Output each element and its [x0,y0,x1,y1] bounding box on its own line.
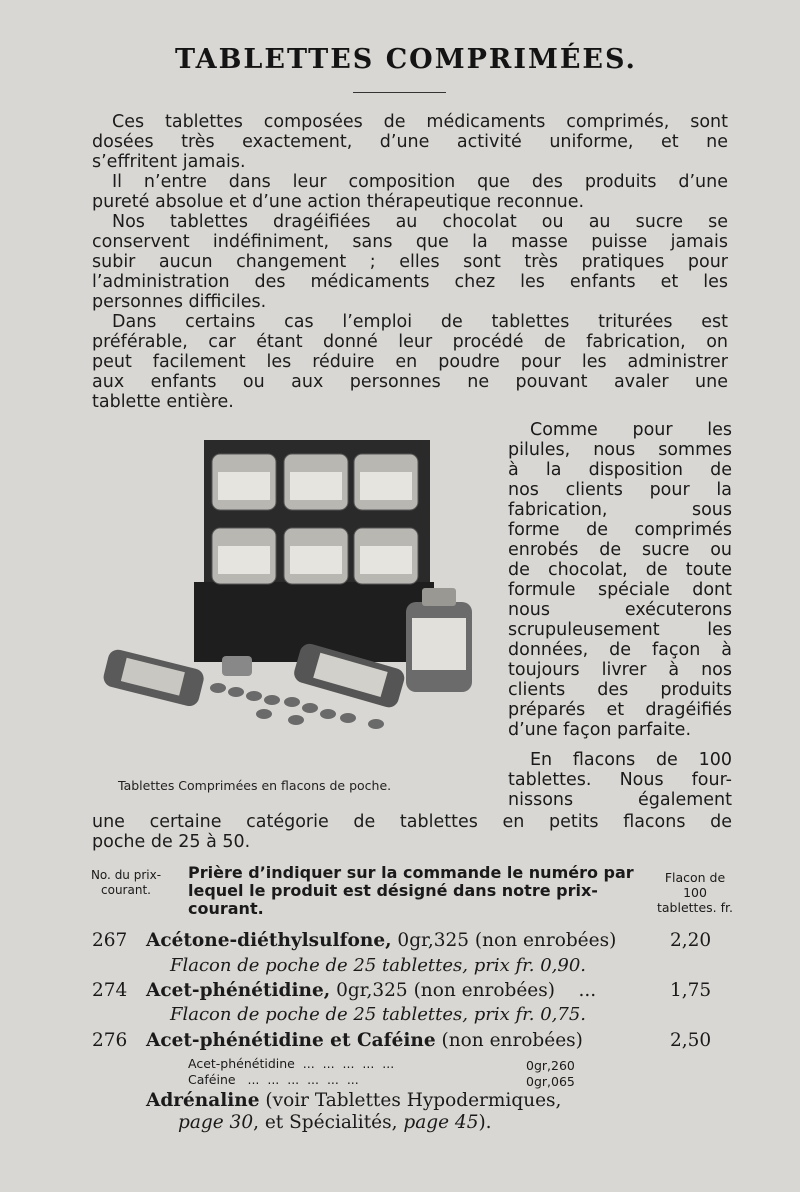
right-line: nous exécuterons [508,600,732,620]
right-line: d’une façon parfaite. [508,720,692,740]
intro-line: Dans certains cas l’emploi de tablettes triturées est [112,312,728,332]
product-row [92,930,732,954]
right-column-text [508,420,732,810]
right-line: nissons également [508,790,732,810]
adrenaline-entry: Adrénaline (voir Tablettes Hypodermiques, page 30, et Spécialités, page 45). [146,1090,562,1133]
right-line: forme de comprimés [508,520,732,540]
right-line: formule spéciale dont [508,580,732,600]
right-line: clients des produits [508,680,732,700]
product-name: Acet-phénétidine, 0gr,325 (non enrobées) ... [146,980,597,1001]
right-line: scrupuleusement les [508,620,732,640]
intro-line: Ces tablettes composées de médicaments comprimés, sont [112,112,728,132]
photo-caption: Tablettes Comprimées en flacons de poche. [118,778,392,793]
adrenaline-text: (voir Tablettes Hypodermiques, [259,1090,562,1111]
product-name: Acétone-diéthylsulfone, 0gr,325 (non enrobées) [146,930,617,951]
bottom-line: une certaine catégorie de tablettes en petits flacons de [92,812,732,832]
intro-line: subir aucun changement ; elles sont très pratiques pour [92,252,728,272]
product-price: 2,20 [670,930,712,951]
product-name: Acet-phénétidine et Caféine (non enrobées) [146,1030,583,1051]
right-line: préparés et dragéifiés [508,700,732,720]
right-line: enrobés de sucre ou [508,540,732,560]
intro-line: préférable, car étant donné leur procédé de fabrication, on [92,332,728,352]
intro-line: Nos tablettes dragéifiées au chocolat ou au sucre se [112,212,728,232]
intro-line: tablette entière. [92,392,234,412]
tablet-bottles-photo [96,432,488,744]
page-reference: page 45 [403,1112,479,1133]
product-number: 274 [92,980,128,1001]
adrenaline-name: Adrénaline [146,1090,260,1111]
product-note: Flacon de poche de 25 tablettes, prix fr. 0,75. [170,1004,587,1025]
intro-line: personnes difficiles. [92,292,267,312]
intro-line: dosées très exactement, d’une activité uniforme, et ne [92,132,728,152]
right-line: toujours livrer à nos [508,660,732,680]
right-line: de chocolat, de toute [508,560,732,580]
header-instructions: Prière d’indiquer sur la commande le numéro par lequel le produit est désigné dans notre prix-courant. [188,863,634,918]
product-row [92,980,732,1004]
intro-line: s’effritent jamais. [92,152,246,172]
component-label: Acet-phénétidine ... ... ... ... ... [188,1056,395,1071]
right-line: nos clients pour la [508,480,732,500]
intro-line: Il n’entre dans leur composition que des produits d’une [112,172,728,192]
right-line: Comme pour les [530,420,732,440]
intro-line: l’administration des médicaments chez les enfants et les [92,272,728,292]
bottom-text [92,812,732,852]
right-line: à la disposition de [508,460,732,480]
component-value: 0gr,260 [526,1058,575,1073]
product-number: 267 [92,930,128,951]
right-line: fabrication, sous [508,500,732,520]
intro-line: peut facilement les réduire en poudre pour les administrer [92,352,728,372]
product-note: Flacon de poche de 25 tablettes, prix fr. 0,90. [170,955,587,976]
right-line: En flacons de 100 [530,750,732,770]
product-price: 1,75 [670,980,712,1001]
component-value: 0gr,065 [526,1074,575,1089]
header-price-column: Flacon de 100 tablettes. fr. [657,870,733,915]
bottom-line: poche de 25 à 50. [92,832,251,852]
product-price: 2,50 [670,1030,712,1051]
intro-line: conservent indéfiniment, sans que la masse puisse jamais [92,232,728,252]
page-reference: page 30 [178,1112,254,1133]
page-title: TABLETTES COMPRIMÉES. [175,44,637,75]
right-line: tablettes. Nous four- [508,770,732,790]
product-row [92,1030,732,1054]
header-number-column: No. du prix-courant. [90,868,162,897]
intro-line: pureté absolue et d’une action thérapeutique reconnue. [92,192,585,212]
intro-line: aux enfants ou aux personnes ne pouvant avaler une [92,372,728,392]
right-line: pilules, nous sommes [508,440,732,460]
intro-text [92,112,728,412]
component-label: Caféine ... ... ... ... ... ... [188,1072,359,1087]
right-line: données, de façon à [508,640,732,660]
title-rule [353,92,446,93]
product-number: 276 [92,1030,128,1051]
